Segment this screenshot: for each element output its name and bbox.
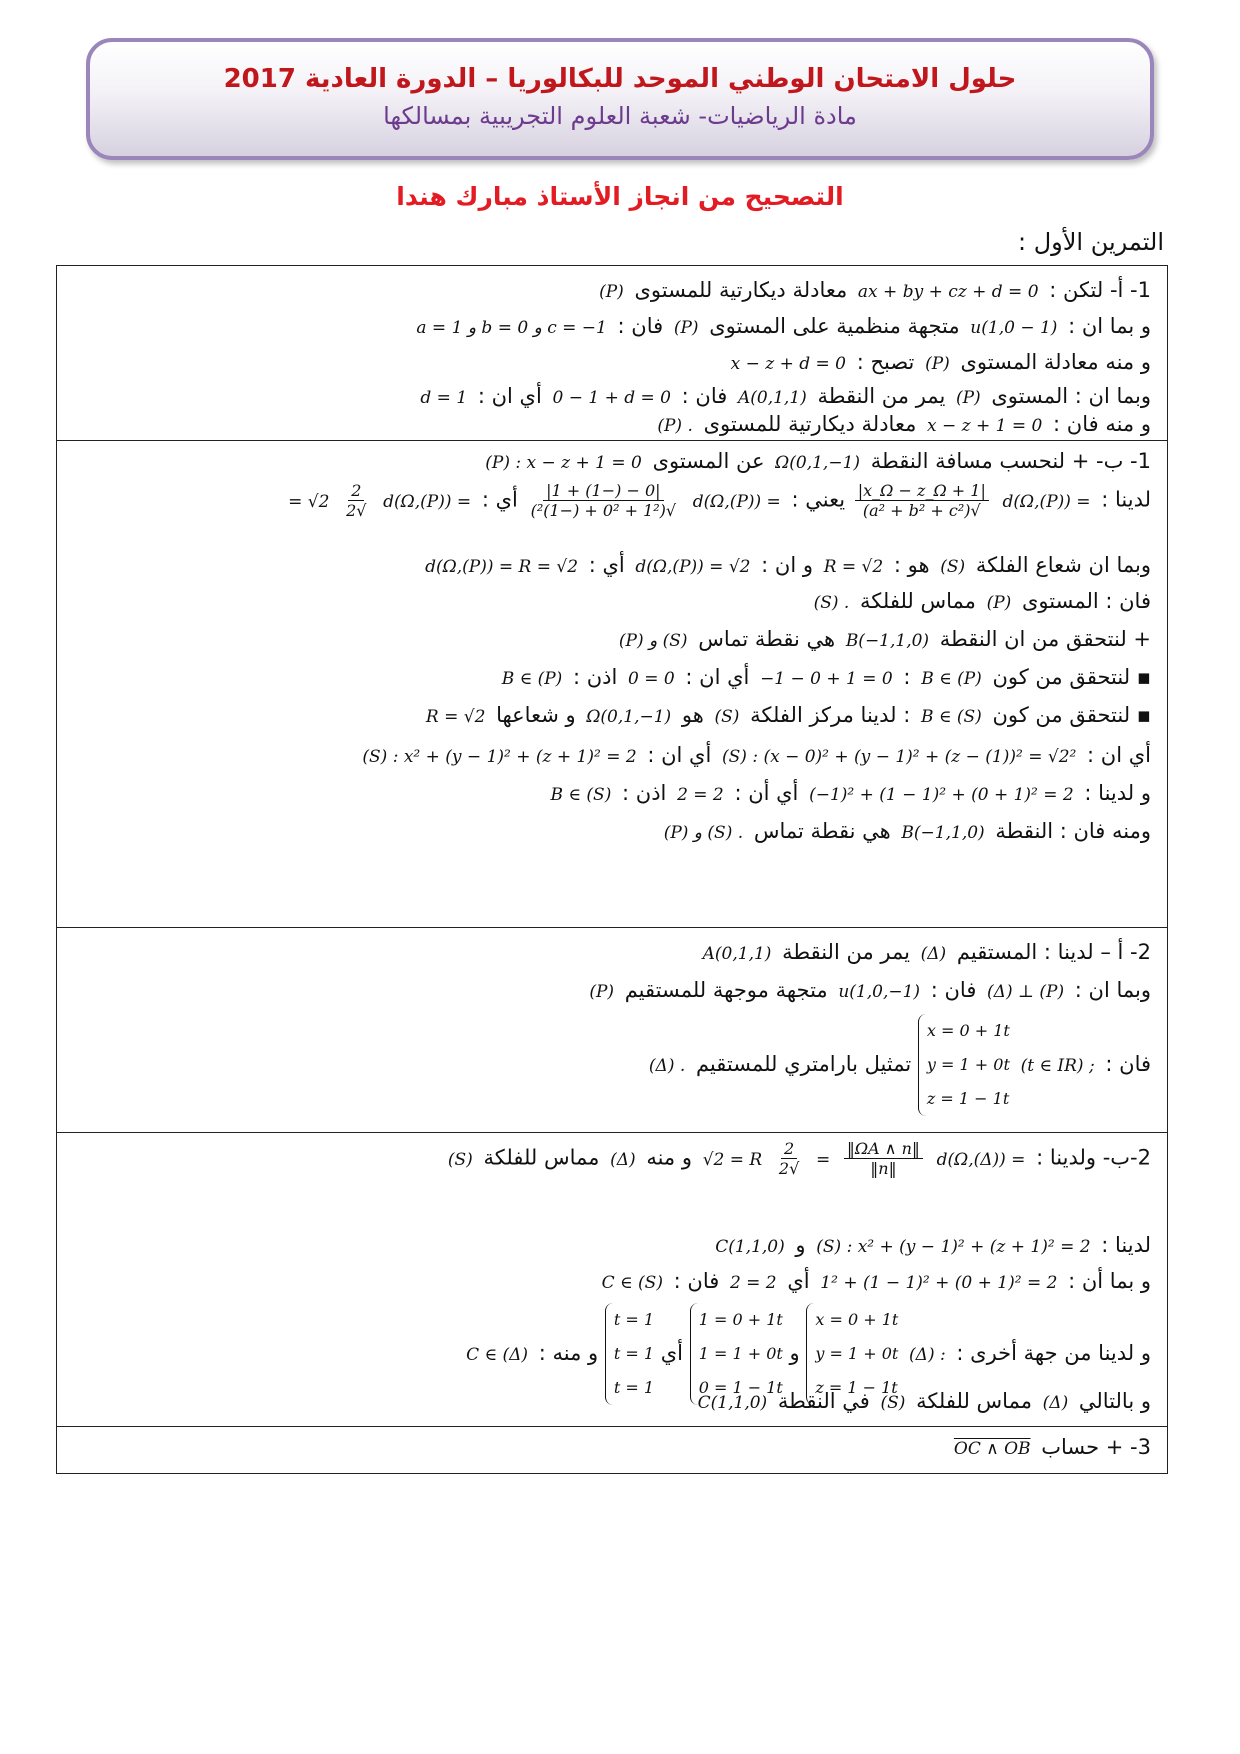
fraction: $\frac{|0 - (-1) + 1|}{\text{√(1² + 0² + (−1)²)}}$ [530, 481, 677, 520]
s1b-line4: فان : المستوى (P) مماس للفلكة (S) . [813, 589, 1151, 613]
s2b-line3: و بما أن : 1² + (1 − 1)² + (0 + 1)² = 2 أي 2 = 2 فان : C ∈ (S) [601, 1269, 1151, 1293]
s2b-line2: لدينا : (S) : x² + (y − 1)² + (z + 1)² = 2 و C(1,1,0) [715, 1233, 1151, 1257]
system-delta: x = 0 + 1t y = 1 + 0t z = 1 − 1t [806, 1303, 898, 1405]
s1a-line1: 1- أ- لتكن : ax + by + cz + d = 0 معادلة ديكارتية للمستوى (P) [599, 278, 1151, 302]
fraction: $\frac{|x\_\Omega - z\_\Omega + 1|}{\text{√(a² + b² + c²)}}$ [855, 481, 989, 520]
s1b-line5: + لنتحقق من ان النقطة B(−1,1,0) هي نقطة تماس (P) و (S) [618, 627, 1151, 651]
s1b-line8: أي ان : (S) : (x − 0)² + (y − 1)² + (z − (1))² = √2² أي ان : (S) : x² + (y − 1)² + (z + 1)² = 2 [362, 743, 1151, 767]
section-3 [57, 1427, 1167, 1473]
fraction: $\frac{‖\Omega A \wedge n‖}{‖n‖}$ [844, 1139, 923, 1178]
s2b-line1: 2-ب- ولدينا : d(Ω,(Δ)) = $\frac{‖\Omega A \wedge n‖}{‖n‖}$ = $\frac{2}{√2}$ √2 = R و منه (Δ) مماس للفلكة (S) [447, 1139, 1151, 1178]
s2b-line4: و لدينا من جهة أخرى : (Δ) : x = 0 + 1t y = 1 + 0t z = 1 − 1t و 1 = 0 + 1t 1 = 1 + 0t 0 = 1 − 1t أي t = 1 t = 1 t = 1 و منه : C ∈ (Δ) [462, 1303, 1151, 1405]
s2a-line3: فان : (t ∈ IR) ; x = 0 + 1t y = 1 + 0t z = 1 − 1t تمثيل بارامتري للمستقيم (Δ) . [645, 1014, 1151, 1116]
parametric-system: x = 0 + 1t y = 1 + 0t z = 1 − 1t [918, 1014, 1010, 1116]
s2a-line1: 2- أ – لدينا : المستقيم (Δ) يمر من النقطة A(0,1,1) [702, 940, 1151, 964]
s1b-line2: لدينا : d(Ω,(P)) = $\frac{|x\_\Omega - z\_\Omega + 1|}{\text{√(a² + b² + c²)}}$ يعني : d(Ω,(P)) = $\frac{|0 - (-1) + 1|}{\text{√(1² + 0² + (−1)²)}}$ أي : d(Ω,(P)) = $\frac{2}{√2}$ = √2 [288, 481, 1151, 520]
section-2b [57, 1133, 1167, 1427]
system-substituted: 1 = 0 + 1t 1 = 1 + 0t 0 = 1 − 1t [690, 1303, 783, 1405]
s1b-line9: و لدينا : (−1)² + (1 − 1)² + (0 + 1)² = 2 أي أن : 2 = 2 اذن : B ∈ (S) [550, 781, 1151, 805]
fraction: $\frac{2}{√2}$ [778, 1139, 800, 1178]
system-solution: t = 1 t = 1 t = 1 [605, 1303, 654, 1405]
section-1b [57, 441, 1167, 928]
section-2a [57, 928, 1167, 1133]
s1b-line6: ▪ لنتحقق من كون B ∈ (P) : −1 − 0 + 1 = 0 أي ان : 0 = 0 اذن : B ∈ (P) [501, 665, 1151, 689]
header-subtitle: مادة الرياضيات- شعبة العلوم التجريبية بمسالكها [383, 102, 857, 130]
exercise-title: التمرين الأول : [1017, 228, 1164, 256]
s3-line1: 3- + حساب OC ∧ OB [953, 1435, 1151, 1459]
s1a-line2: و بما ان : u(1,0 − 1) متجهة منظمية على المستوى (P) فان : a = 1 و b = 0 و c = −1 [416, 314, 1151, 338]
header-title: حلول الامتحان الوطني الموحد للبكالوريا – الدورة العادية 2017 [223, 64, 1017, 94]
s1b-line10: ومنه فان : النقطة B(−1,1,0) هي نقطة تماس (P) و (S) . [663, 819, 1151, 843]
s1a-line3: و منه معادلة المستوى (P) تصبح : x − z + d = 0 [730, 350, 1151, 374]
s1a-line5: و منه فان : x − z + 1 = 0 معادلة ديكارتية للمستوى (P) . [657, 412, 1151, 436]
s1b-line7: ▪ لنتحقق من كون B ∈ (S) : لدينا مركز الفلكة (S) هو Ω(0,1,−1) و شعاعها R = √2 [425, 703, 1151, 727]
corrector-line: التصحيح من انجاز الأستاذ مبارك هندا [396, 182, 844, 211]
section-1a [57, 266, 1167, 441]
header-banner [86, 38, 1154, 160]
s1a-line4: وبما ان : المستوى (P) يمر من النقطة A(0,1,1) فان : 0 − 1 + d = 0 أي ان : d = 1 [420, 384, 1151, 408]
s1b-line1: 1- ب- + لنحسب مسافة النقطة Ω(0,1,−1) عن المستوى (P) : x − z + 1 = 0 [485, 449, 1151, 473]
fraction: $\frac{2}{√2}$ [346, 481, 367, 520]
s2a-line2: وبما ان : (Δ) ⊥ (P) فان : u(1,0,−1) متجهة موجهة للمستقيم (P) [589, 978, 1151, 1002]
s1b-line3: وبما ان شعاع الفلكة (S) هو : R = √2 و ان : d(Ω,(P)) = √2 أي : d(Ω,(P)) = R = √2 [425, 553, 1151, 577]
solution-table [56, 265, 1168, 1474]
s2b-line5: و بالتالي (Δ) مماس للفلكة (S) في النقطة C(1,1,0) [697, 1389, 1151, 1413]
